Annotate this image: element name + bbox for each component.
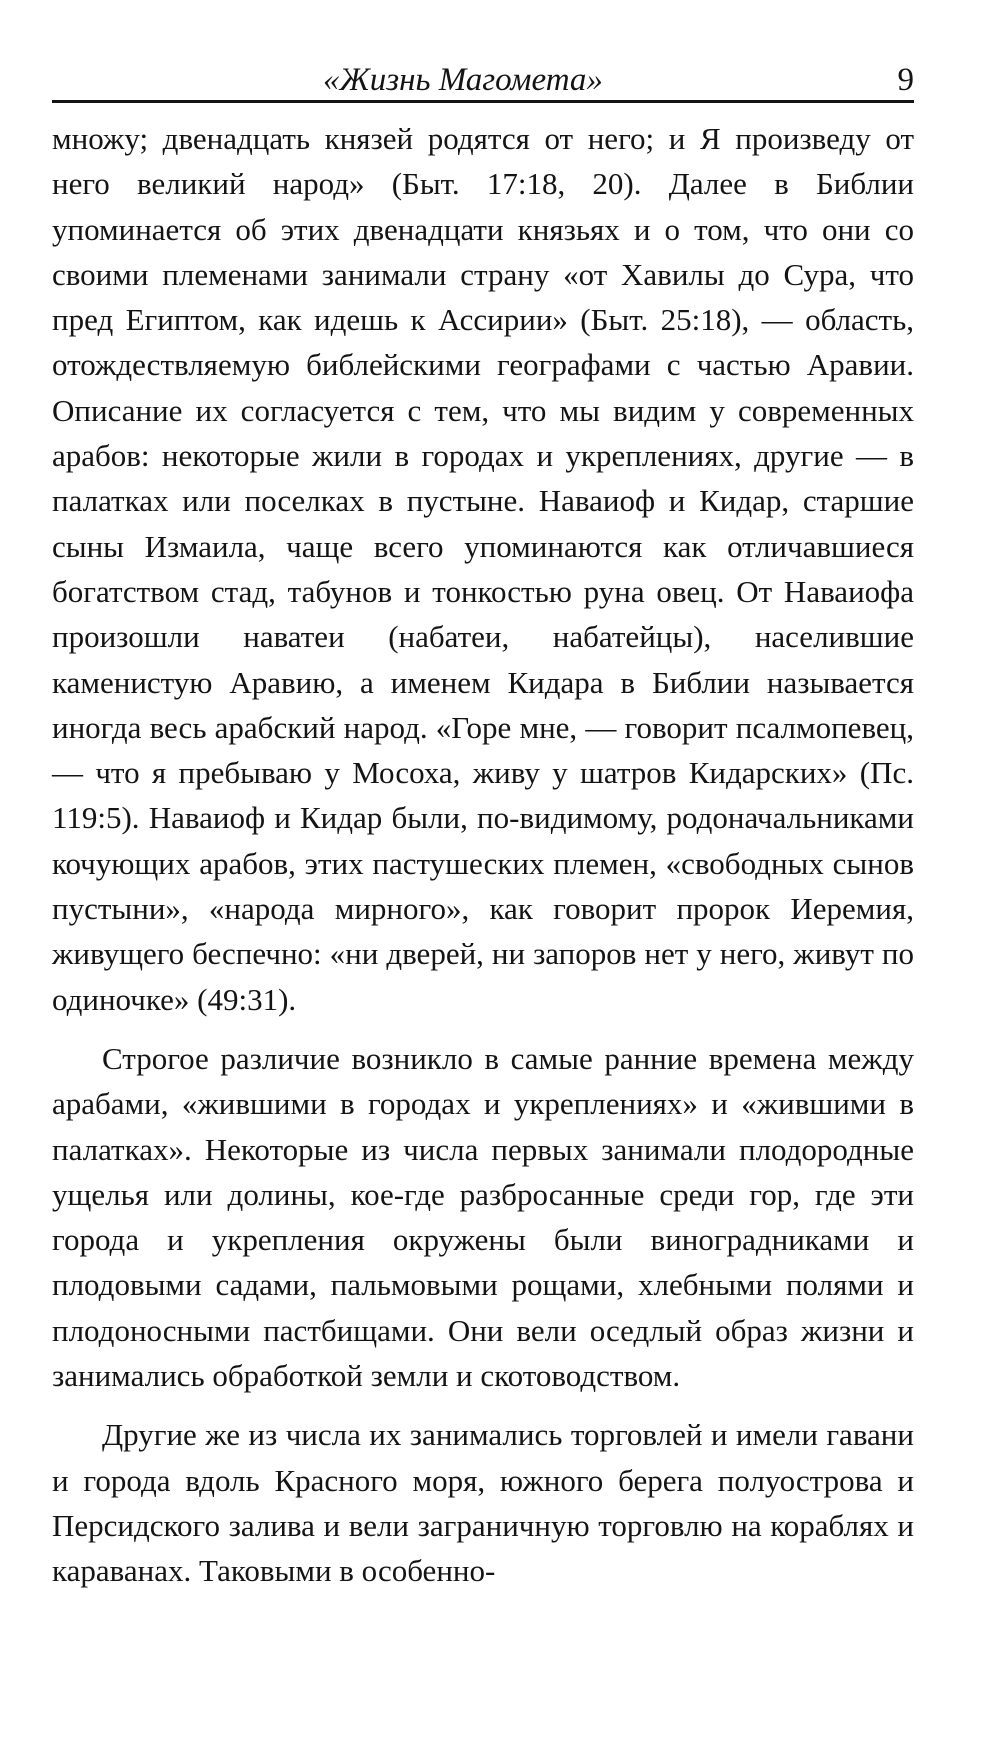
header-rule: [52, 100, 914, 103]
paragraph-1: множу; двенадцать князей родятся от него; и Я произведу от него великий народ» (Быт. 17:18, 20). Далее в Библии упоминается об этих двенадцати князьях и о том, что они со своими племенами занимали страну «от Хавилы до Сура, что пред Египтом, как идешь к Ассирии» (Быт. 25:18), — область, отождествляемую библейскими географами с частью Аравии. Описание их согласуется с тем, что мы видим у современных арабов: некоторые жили в городах и укреплениях, другие — в палатках или поселках в пустыне. Наваиоф и Кидар, старшие сыны Измаила, чаще всего упоминаются как отличавшиеся богатством стад, табунов и тонкостью руна овец. От Наваиофа произошли наватеи (набатеи, набатейцы), населившие каменистую Аравию, а именем Кидара в Библии называется иногда весь арабский народ. «Горе мне, — говорит псалмопевец, — что я пребываю у Мосоха, живу у шатров Кидарских» (Пс. 119:5). Наваиоф и Кидар были, по-видимому, родоначальниками кочующих арабов, этих пастушеских племен, «свободных сынов пустыни», «народа мирного», как говорит пророк Иеремия, живущего беспечно: «ни дверей, ни запоров нет у него, живут по одиночке» (49:31).: [52, 121, 914, 1017]
paragraph-3: Другие же из числа их занимались торговлей и имели гавани и города вдоль Красного моря, южного берега полуострова и Персидского залива и вели заграничную торговлю на кораблях и караванах. Таковыми в особенно-: [52, 1417, 914, 1589]
paragraph-2: Строгое различие возникло в самые ранние времена между арабами, «жившими в городах и укреплениях» и «жившими в палатках». Некоторые из числа первых занимали плодородные ущелья или долины, кое-где разбросанные среди гор, где эти города и укрепления окружены были виноградниками и плодовыми садами, пальмовыми рощами, хлебными полями и плодоносными пастбищами. Они вели оседлый образ жизни и занимались обработкой земли и скотоводством.: [52, 1040, 914, 1394]
page-number: 9: [897, 62, 914, 98]
running-head: [52, 60, 914, 100]
running-title: «Жизнь Магомета»: [323, 62, 603, 98]
body-text: [52, 116, 914, 1608]
